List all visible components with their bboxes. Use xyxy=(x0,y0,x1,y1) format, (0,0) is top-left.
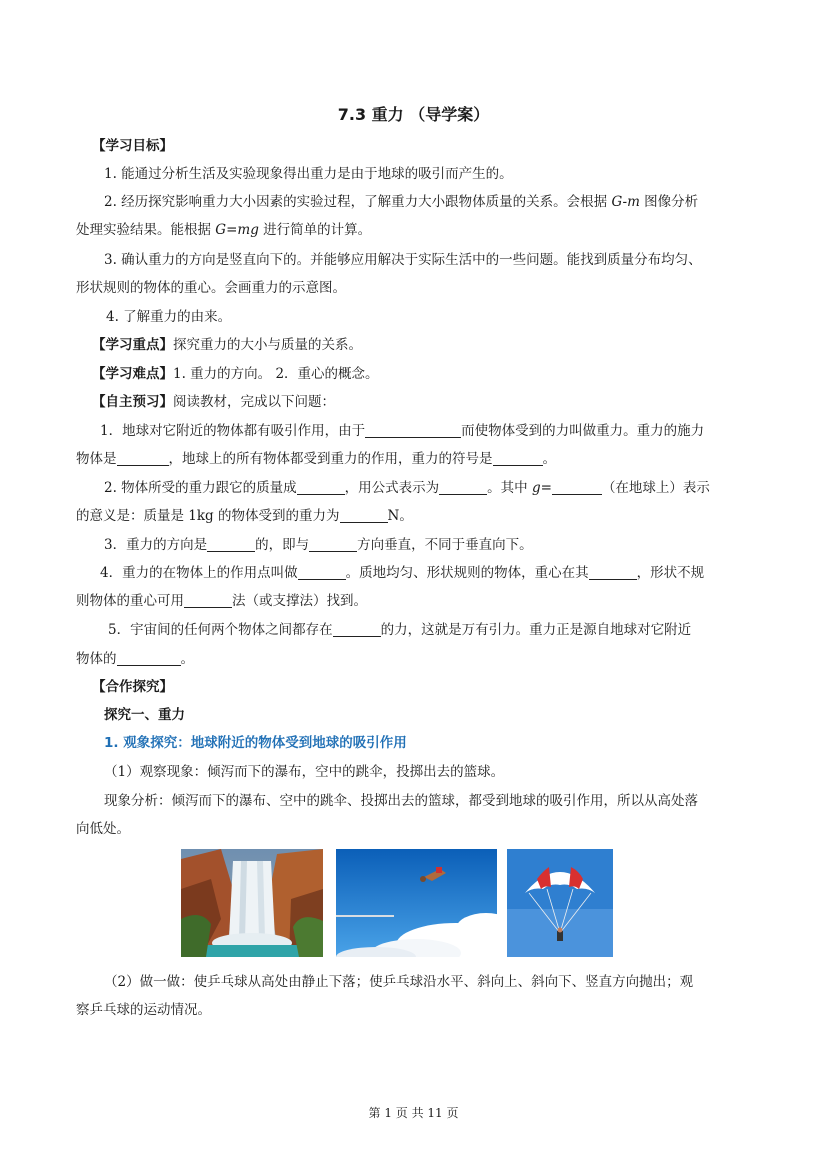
objective-4: 4. 了解重力的由来。 xyxy=(106,309,232,325)
objectives-heading: 【学习目标】 xyxy=(92,138,173,154)
observation-2-line1: （2）做一做：使乒乓球从高处由静止下落；使乒乓球沿水平、斜向上、斜向下、竖直方向抛出；观 xyxy=(104,974,694,990)
blank-field xyxy=(589,565,637,580)
blank-field xyxy=(493,451,543,466)
difficulties: 【学习难点】1. 重力的方向。 2．重心的概念。 xyxy=(92,366,379,382)
explore-1-subheading: 1. 观象探究：地球附近的物体受到地球的吸引作用 xyxy=(104,735,407,751)
blank-field xyxy=(365,423,461,438)
preview-q3: 3．重力的方向是 的，即与 方向垂直，不同于垂直向下。 xyxy=(104,537,533,553)
preview-q4-line1: 4．重力的在物体上的作用点叫做 。质地均匀、形状规则的物体，重心在其 ，形状不规 xyxy=(100,565,705,581)
blank-field xyxy=(117,451,169,466)
blank-field xyxy=(117,651,181,666)
preview-q1-line2: 物体是 ，地球上的所有物体都受到重力的作用，重力的符号是 。 xyxy=(76,451,556,467)
preview-q2-line2: 的意义是：质量是 1kg 的物体受到的重力为 N。 xyxy=(76,508,413,524)
blank-field xyxy=(309,537,357,552)
jumper-image xyxy=(336,849,497,957)
preview-q4-line2: 则物体的重心可用 法（或支撑法）找到。 xyxy=(76,593,367,609)
waterfall-image xyxy=(181,849,323,957)
key-points: 【学习重点】探究重力的大小与质量的关系。 xyxy=(92,337,362,353)
page-number: 第 1 页 共 11 页 xyxy=(368,1106,459,1120)
cooperation-heading: 【合作探究】 xyxy=(92,679,173,695)
blank-field xyxy=(439,480,487,495)
preview-heading: 【自主预习】阅读教材，完成以下问题： xyxy=(92,394,335,410)
blank-field xyxy=(297,480,345,495)
blank-field xyxy=(333,622,381,637)
blank-field xyxy=(340,508,388,523)
explore-1-heading: 探究一、重力 xyxy=(104,707,185,723)
objective-1: 1. 能通过分析生活及实验现象得出重力是由于地球的吸引而产生的。 xyxy=(104,166,513,182)
objective-3-line1: 3. 确认重力的方向是竖直向下的。并能够应用解决于实际生活中的一些问题。能找到质量分布均匀、 xyxy=(104,252,702,268)
analysis-line2: 向低处。 xyxy=(76,821,130,837)
observation-2-line2: 察乒乓球的运动情况。 xyxy=(76,1002,211,1018)
preview-q1-line1: 1．地球对它附近的物体都有吸引作用，由于 而使物体受到的力叫做重力。重力的施力 xyxy=(100,423,705,439)
objective-2-line2: 处理实验结果。能根据 G=mg 进行简单的计算。 xyxy=(76,222,372,238)
preview-q5-line1: 5．宇宙间的任何两个物体之间都存在 的力，这就是万有引力。重力正是源自地球对它附近 xyxy=(108,622,692,638)
preview-q2-line1: 2. 物体所受的重力跟它的质量成 ，用公式表示为 。其中 g= （在地球上）表示 xyxy=(104,480,710,496)
objective-3-line2: 形状规则的物体的重心。会画重力的示意图。 xyxy=(76,280,346,296)
blank-field xyxy=(184,593,232,608)
blank-field xyxy=(552,480,602,495)
page-title: 7.3 重力 （导学案） xyxy=(337,105,490,124)
preview-q5-line2: 物体的 。 xyxy=(76,651,194,667)
blank-field xyxy=(298,565,346,580)
parachute-image xyxy=(507,849,613,957)
analysis-line1: 现象分析：倾泻而下的瀑布、空中的跳伞、投掷出去的篮球，都受到地球的吸引作用，所以从高处落 xyxy=(104,793,698,809)
observation-1: （1）观察现象：倾泻而下的瀑布，空中的跳伞，投掷出去的篮球。 xyxy=(104,764,505,780)
objective-2-line1: 2. 经历探究影响重力大小因素的实验过程，了解重力大小跟物体质量的关系。会根据 G-m 图像分析 xyxy=(104,194,699,210)
blank-field xyxy=(207,537,255,552)
